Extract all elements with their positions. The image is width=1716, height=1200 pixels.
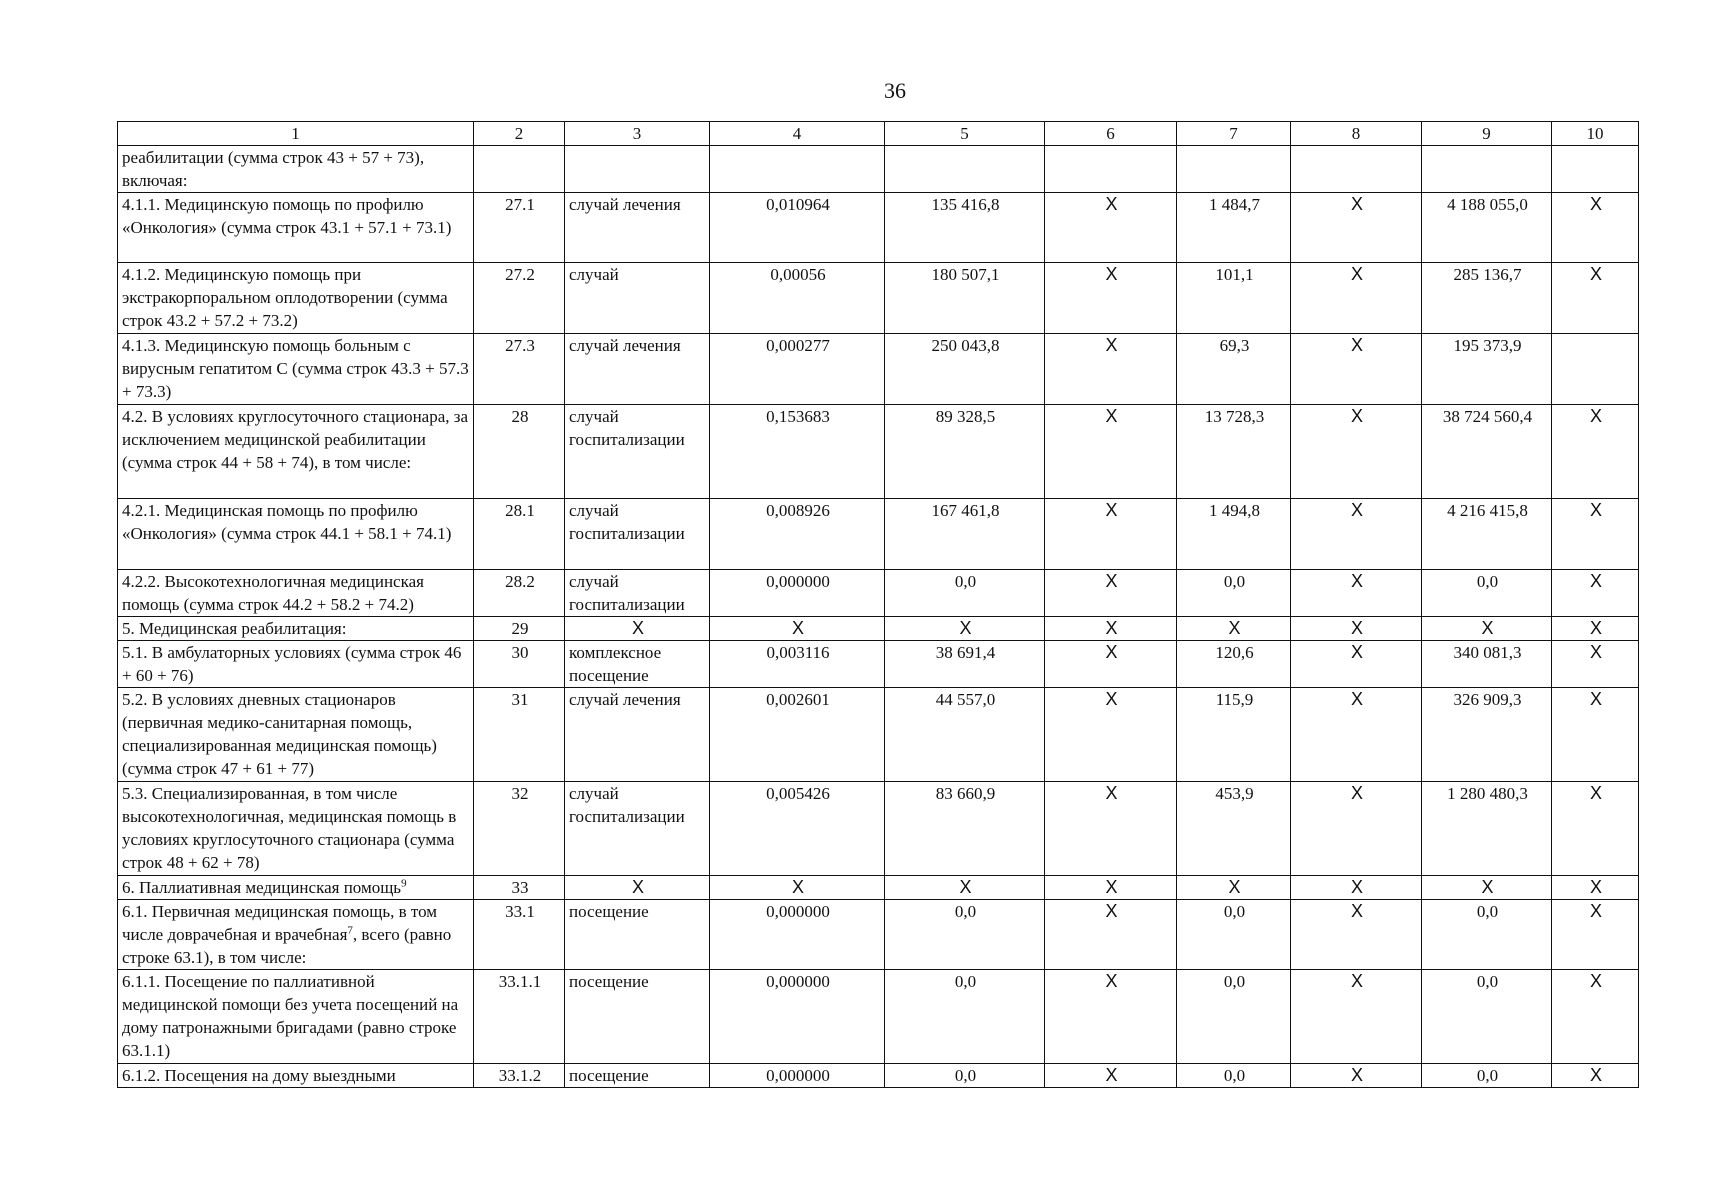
- value-cell: [1552, 146, 1639, 193]
- value-cell: Х: [1422, 617, 1552, 641]
- unit-cell: случай лечения: [565, 193, 710, 263]
- table-row: [118, 641, 1639, 688]
- footnote-marker: 7: [347, 924, 353, 937]
- row-name-cell: реабилитации (сумма строк 43 + 57 + 73), включая:: [118, 146, 474, 193]
- value-cell: Х: [1177, 617, 1291, 641]
- value-cell: Х: [1291, 334, 1422, 405]
- header-cell: 10: [1552, 122, 1639, 146]
- table-row: [118, 782, 1639, 876]
- value-cell: 135 416,8: [885, 193, 1045, 263]
- footnote-marker: 9: [401, 877, 407, 890]
- value-cell: 0,000000: [710, 900, 885, 970]
- value-cell: Х: [1045, 405, 1177, 499]
- value-cell: 1 494,8: [1177, 499, 1291, 570]
- table-row: [118, 1064, 1639, 1088]
- line-number-cell: 32: [474, 782, 565, 876]
- header-cell: 5: [885, 122, 1045, 146]
- row-name-cell: 4.2.2. Высокотехнологичная медицинская помощь (сумма строк 44.2 + 58.2 + 74.2): [118, 570, 474, 617]
- unit-cell: случай госпитализации: [565, 570, 710, 617]
- line-number-cell: 33.1.2: [474, 1064, 565, 1088]
- row-name-text: 6. Паллиативная медицинская помощь: [122, 878, 402, 897]
- value-cell: [1422, 146, 1552, 193]
- value-cell: Х: [565, 876, 710, 900]
- page-number: 36: [884, 78, 906, 103]
- value-cell: 0,005426: [710, 782, 885, 876]
- value-cell: 180 507,1: [885, 263, 1045, 334]
- value-cell: Х: [885, 617, 1045, 641]
- line-number-cell: 27.1: [474, 193, 565, 263]
- unit-cell: случай госпитализации: [565, 782, 710, 876]
- value-cell: Х: [1552, 688, 1639, 782]
- value-cell: Х: [710, 876, 885, 900]
- value-cell: 0,153683: [710, 405, 885, 499]
- value-cell: Х: [1291, 876, 1422, 900]
- table-row: [118, 970, 1639, 1064]
- value-cell: 0,0: [885, 1064, 1045, 1088]
- row-name-cell: 4.1.1. Медицинскую помощь по профилю «Онкология» (сумма строк 43.1 + 57.1 + 73.1): [118, 193, 474, 263]
- value-cell: 0,000000: [710, 970, 885, 1064]
- value-cell: [1177, 146, 1291, 193]
- value-cell: 285 136,7: [1422, 263, 1552, 334]
- value-cell: 0,000277: [710, 334, 885, 405]
- table-row: [118, 405, 1639, 499]
- value-cell: Х: [1045, 263, 1177, 334]
- value-cell: Х: [1045, 641, 1177, 688]
- value-cell: 0,0: [1177, 1064, 1291, 1088]
- table-row: [118, 688, 1639, 782]
- unit-cell: комплексное посещение: [565, 641, 710, 688]
- value-cell: 0,00056: [710, 263, 885, 334]
- table-row: [118, 334, 1639, 405]
- value-cell: Х: [1552, 193, 1639, 263]
- data-table: [117, 121, 1639, 1088]
- value-cell: Х: [1552, 970, 1639, 1064]
- value-cell: 0,0: [1177, 970, 1291, 1064]
- value-cell: 89 328,5: [885, 405, 1045, 499]
- value-cell: Х: [1291, 405, 1422, 499]
- value-cell: Х: [1291, 193, 1422, 263]
- value-cell: 0,0: [885, 900, 1045, 970]
- value-cell: Х: [1045, 1064, 1177, 1088]
- row-name-cell: 5. Медицинская реабилитация:: [118, 617, 474, 641]
- value-cell: Х: [565, 617, 710, 641]
- value-cell: 0,0: [1422, 900, 1552, 970]
- value-cell: Х: [1045, 970, 1177, 1064]
- header-cell: 8: [1291, 122, 1422, 146]
- value-cell: Х: [1552, 570, 1639, 617]
- value-cell: 0,000000: [710, 1064, 885, 1088]
- row-name-cell: 5.1. В амбулаторных условиях (сумма строк 46 + 60 + 76): [118, 641, 474, 688]
- value-cell: [885, 146, 1045, 193]
- value-cell: Х: [1291, 570, 1422, 617]
- value-cell: 0,002601: [710, 688, 885, 782]
- value-cell: 0,0: [1422, 970, 1552, 1064]
- value-cell: Х: [1552, 900, 1639, 970]
- value-cell: 250 043,8: [885, 334, 1045, 405]
- table-row: [118, 570, 1639, 617]
- value-cell: 0,0: [1177, 570, 1291, 617]
- value-cell: 0,008926: [710, 499, 885, 570]
- value-cell: Х: [1045, 782, 1177, 876]
- value-cell: 1 484,7: [1177, 193, 1291, 263]
- value-cell: [1045, 146, 1177, 193]
- value-cell: Х: [1045, 876, 1177, 900]
- value-cell: 4 216 415,8: [1422, 499, 1552, 570]
- line-number-cell: 31: [474, 688, 565, 782]
- row-name-cell: 6.1.1. Посещение по паллиативной медицинской помощи без учета посещений на дому патронажными бригадами (равно строке 63.1.1): [118, 970, 474, 1064]
- line-number-cell: 27.3: [474, 334, 565, 405]
- value-cell: [1291, 146, 1422, 193]
- value-cell: Х: [710, 617, 885, 641]
- line-number-cell: 28: [474, 405, 565, 499]
- header-cell: 1: [118, 122, 474, 146]
- table-row: [118, 499, 1639, 570]
- row-name-cell: 4.2. В условиях круглосуточного стационара, за исключением медицинской реабилитации (сумма строк 44 + 58 + 74), в том числе:: [118, 405, 474, 499]
- header-cell: 2: [474, 122, 565, 146]
- table-row: [118, 876, 1639, 900]
- value-cell: Х: [1177, 876, 1291, 900]
- line-number-cell: [474, 146, 565, 193]
- row-name-cell: 5.3. Специализированная, в том числе высокотехнологичная, медицинская помощь в условиях круглосуточного стационара (сумма строк 48 + 62 + 78): [118, 782, 474, 876]
- value-cell: 340 081,3: [1422, 641, 1552, 688]
- header-cell: 4: [710, 122, 885, 146]
- value-cell: Х: [1291, 263, 1422, 334]
- unit-cell: случай: [565, 263, 710, 334]
- value-cell: 0,0: [1422, 570, 1552, 617]
- row-name-cell: [118, 876, 474, 900]
- value-cell: 115,9: [1177, 688, 1291, 782]
- value-cell: Х: [1045, 900, 1177, 970]
- value-cell: Х: [1291, 900, 1422, 970]
- unit-cell: посещение: [565, 970, 710, 1064]
- header-cell: 6: [1045, 122, 1177, 146]
- value-cell: 83 660,9: [885, 782, 1045, 876]
- value-cell: 38 691,4: [885, 641, 1045, 688]
- value-cell: 0,0: [885, 570, 1045, 617]
- line-number-cell: 28.2: [474, 570, 565, 617]
- value-cell: Х: [1552, 641, 1639, 688]
- table-row: [118, 263, 1639, 334]
- value-cell: 0,003116: [710, 641, 885, 688]
- value-cell: Х: [1045, 617, 1177, 641]
- value-cell: Х: [1552, 617, 1639, 641]
- value-cell: Х: [1552, 782, 1639, 876]
- line-number-cell: 28.1: [474, 499, 565, 570]
- row-name-cell: 4.1.3. Медицинскую помощь больным с вирусным гепатитом С (сумма строк 43.3 + 57.3 + 73.3): [118, 334, 474, 405]
- value-cell: 0,000000: [710, 570, 885, 617]
- unit-cell: случай госпитализации: [565, 405, 710, 499]
- header-cell: 3: [565, 122, 710, 146]
- value-cell: 101,1: [1177, 263, 1291, 334]
- value-cell: Х: [1291, 970, 1422, 1064]
- value-cell: 0,0: [1422, 1064, 1552, 1088]
- value-cell: [1552, 334, 1639, 405]
- value-cell: Х: [1045, 193, 1177, 263]
- value-cell: Х: [1045, 570, 1177, 617]
- unit-cell: случай лечения: [565, 688, 710, 782]
- value-cell: 13 728,3: [1177, 405, 1291, 499]
- header-cell: 9: [1422, 122, 1552, 146]
- line-number-cell: 33.1: [474, 900, 565, 970]
- value-cell: 38 724 560,4: [1422, 405, 1552, 499]
- row-name-cell: 4.1.2. Медицинскую помощь при экстракорпоральном оплодотворении (сумма строк 43.2 + 57.2 + 73.2): [118, 263, 474, 334]
- row-name-text: , всего (равно строке 63.1), в том числе:: [122, 925, 452, 967]
- unit-cell: посещение: [565, 900, 710, 970]
- value-cell: Х: [1291, 1064, 1422, 1088]
- unit-cell: случай лечения: [565, 334, 710, 405]
- value-cell: Х: [1291, 641, 1422, 688]
- header-cell: 7: [1177, 122, 1291, 146]
- value-cell: Х: [1291, 782, 1422, 876]
- row-name-cell: 4.2.1. Медицинская помощь по профилю «Онкология» (сумма строк 44.1 + 58.1 + 74.1): [118, 499, 474, 570]
- value-cell: 195 373,9: [1422, 334, 1552, 405]
- row-name-cell: 6.1.2. Посещения на дому выездными: [118, 1064, 474, 1088]
- value-cell: 69,3: [1177, 334, 1291, 405]
- value-cell: 44 557,0: [885, 688, 1045, 782]
- value-cell: Х: [1422, 876, 1552, 900]
- value-cell: 0,010964: [710, 193, 885, 263]
- value-cell: 1 280 480,3: [1422, 782, 1552, 876]
- row-name-cell: 5.2. В условиях дневных стационаров (первичная медико-санитарная помощь, специализированная медицинская помощь) (сумма строк 47 + 61 + 77): [118, 688, 474, 782]
- value-cell: Х: [1552, 1064, 1639, 1088]
- table-header-row: [118, 122, 1639, 146]
- value-cell: 167 461,8: [885, 499, 1045, 570]
- unit-cell: посещение: [565, 1064, 710, 1088]
- value-cell: 120,6: [1177, 641, 1291, 688]
- unit-cell: [565, 146, 710, 193]
- value-cell: [710, 146, 885, 193]
- value-cell: Х: [1045, 688, 1177, 782]
- line-number-cell: 27.2: [474, 263, 565, 334]
- value-cell: 453,9: [1177, 782, 1291, 876]
- value-cell: 0,0: [1177, 900, 1291, 970]
- value-cell: 326 909,3: [1422, 688, 1552, 782]
- line-number-cell: 29: [474, 617, 565, 641]
- table-row: [118, 146, 1639, 193]
- value-cell: Х: [1291, 688, 1422, 782]
- value-cell: 4 188 055,0: [1422, 193, 1552, 263]
- line-number-cell: 33: [474, 876, 565, 900]
- value-cell: Х: [1045, 499, 1177, 570]
- value-cell: Х: [885, 876, 1045, 900]
- value-cell: Х: [1552, 499, 1639, 570]
- line-number-cell: 33.1.1: [474, 970, 565, 1064]
- value-cell: Х: [1291, 617, 1422, 641]
- value-cell: Х: [1552, 405, 1639, 499]
- table-row: [118, 900, 1639, 970]
- value-cell: Х: [1552, 263, 1639, 334]
- value-cell: Х: [1291, 499, 1422, 570]
- table-row: [118, 193, 1639, 263]
- row-name-text: 6.1. Первичная медицинская помощь, в том числе доврачебная и врачебная: [122, 902, 438, 944]
- value-cell: 0,0: [885, 970, 1045, 1064]
- table-row: [118, 617, 1639, 641]
- row-name-cell: [118, 900, 474, 970]
- unit-cell: случай госпитализации: [565, 499, 710, 570]
- value-cell: Х: [1552, 876, 1639, 900]
- line-number-cell: 30: [474, 641, 565, 688]
- value-cell: Х: [1045, 334, 1177, 405]
